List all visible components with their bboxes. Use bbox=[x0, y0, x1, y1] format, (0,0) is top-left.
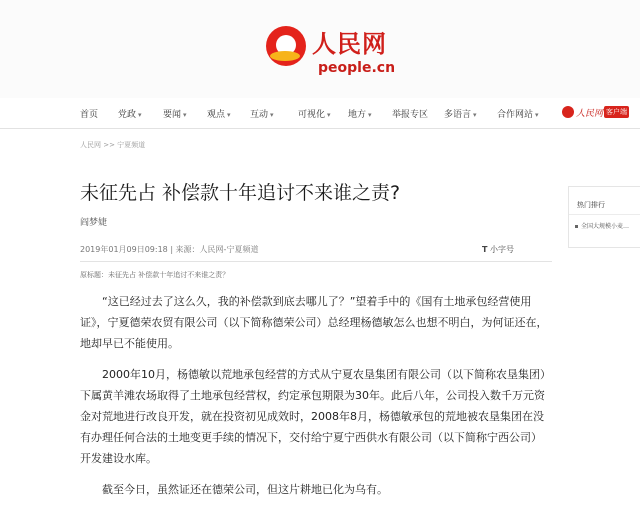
nav-item-home[interactable]: 首页 bbox=[80, 110, 99, 120]
nav-item-party[interactable]: 党政 ▾ bbox=[118, 110, 142, 120]
chevron-down-icon: ▾ bbox=[138, 111, 142, 119]
logo-text-en: people.cn bbox=[318, 60, 396, 76]
chevron-down-icon: ▾ bbox=[270, 111, 274, 119]
client-brand: 人民网 bbox=[576, 109, 604, 119]
nav-item-interact[interactable]: 互动 ▾ bbox=[250, 110, 274, 120]
main-nav bbox=[0, 98, 640, 129]
logo-emblem-icon bbox=[266, 26, 306, 66]
client-app-link[interactable] bbox=[562, 105, 632, 120]
nav-item-report[interactable]: 举报专区 bbox=[392, 110, 429, 120]
article-meta: 2019年01月09日09:18 | 来源：人民网-宁夏频道 bbox=[80, 245, 259, 254]
original-title: 原标题：未征先占 补偿款十年追讨不来谁之责？ bbox=[80, 271, 230, 279]
site-header bbox=[0, 0, 640, 99]
article-paragraph: 截至今日，虽然证还在德荣公司，但这片耕地已化为乌有。 bbox=[102, 483, 388, 496]
chevron-down-icon: ▾ bbox=[327, 111, 331, 119]
article-paragraph: “这已经过去了这么久，我的补偿款到底去哪儿了？”望着手中的《国有土地承包经营使用证》，宁夏德荣农贸有限公司（以下简称德荣公司）总经理杨德敏怎么也想不明白，为何证还在，地却早已不能使用。 bbox=[80, 295, 548, 350]
nav-item-local[interactable]: 地方 ▾ bbox=[348, 110, 372, 120]
font-size-toggle[interactable] bbox=[482, 244, 514, 255]
hot-ranking-item[interactable]: 全国大规模小麦… bbox=[581, 223, 630, 230]
nav-item-languages[interactable]: 多语言 ▾ bbox=[444, 110, 477, 120]
chevron-down-icon: ▾ bbox=[368, 111, 372, 119]
chevron-down-icon: ▾ bbox=[227, 111, 231, 119]
people-logo-icon bbox=[562, 106, 574, 118]
people-cn-logo[interactable] bbox=[266, 24, 406, 80]
breadcrumb[interactable]: 人民网 >> 宁夏频道 bbox=[80, 141, 146, 149]
bullet-icon bbox=[575, 225, 578, 228]
font-size-icon: T bbox=[482, 245, 488, 254]
nav-item-news[interactable]: 要闻 ▾ bbox=[163, 110, 187, 120]
article-author: 阎梦婕 bbox=[80, 218, 108, 228]
chevron-down-icon: ▾ bbox=[183, 111, 187, 119]
hot-ranking-title: 热门排行 bbox=[577, 201, 605, 209]
font-size-label: 小字号 bbox=[490, 245, 515, 254]
divider bbox=[569, 214, 640, 215]
logo-text-cn: 人民网 bbox=[312, 29, 387, 58]
nav-item-visual[interactable]: 可视化 ▾ bbox=[298, 110, 331, 120]
client-button[interactable]: 客户端 bbox=[606, 108, 627, 116]
chevron-down-icon: ▾ bbox=[473, 111, 477, 119]
hot-ranking-panel bbox=[568, 186, 640, 248]
chevron-down-icon: ▾ bbox=[535, 111, 539, 119]
nav-item-opinion[interactable]: 观点 ▾ bbox=[207, 110, 231, 120]
nav-item-partners[interactable]: 合作网站 ▾ bbox=[497, 110, 539, 120]
divider bbox=[80, 261, 552, 262]
article-paragraph: 2000年10月，杨德敏以荒地承包经营的方式从宁夏农垦集团有限公司（以下简称农垦集团）下属黄羊滩农场取得了土地承包经营权，约定承包期限为30年。此后八年，公司投入数千万元资金对荒地进行改良开发，就在投资初见成效时，2008年8月，杨德敏承包的荒地被农垦集团在没有办理任何合法的土地变更手续的情况下，交付给宁夏宁西供水有限公司（以下简称宁西公司）开发建设水库。 bbox=[80, 368, 546, 465]
article-title: 未征先占 补偿款十年追讨不来谁之责? bbox=[80, 182, 401, 204]
